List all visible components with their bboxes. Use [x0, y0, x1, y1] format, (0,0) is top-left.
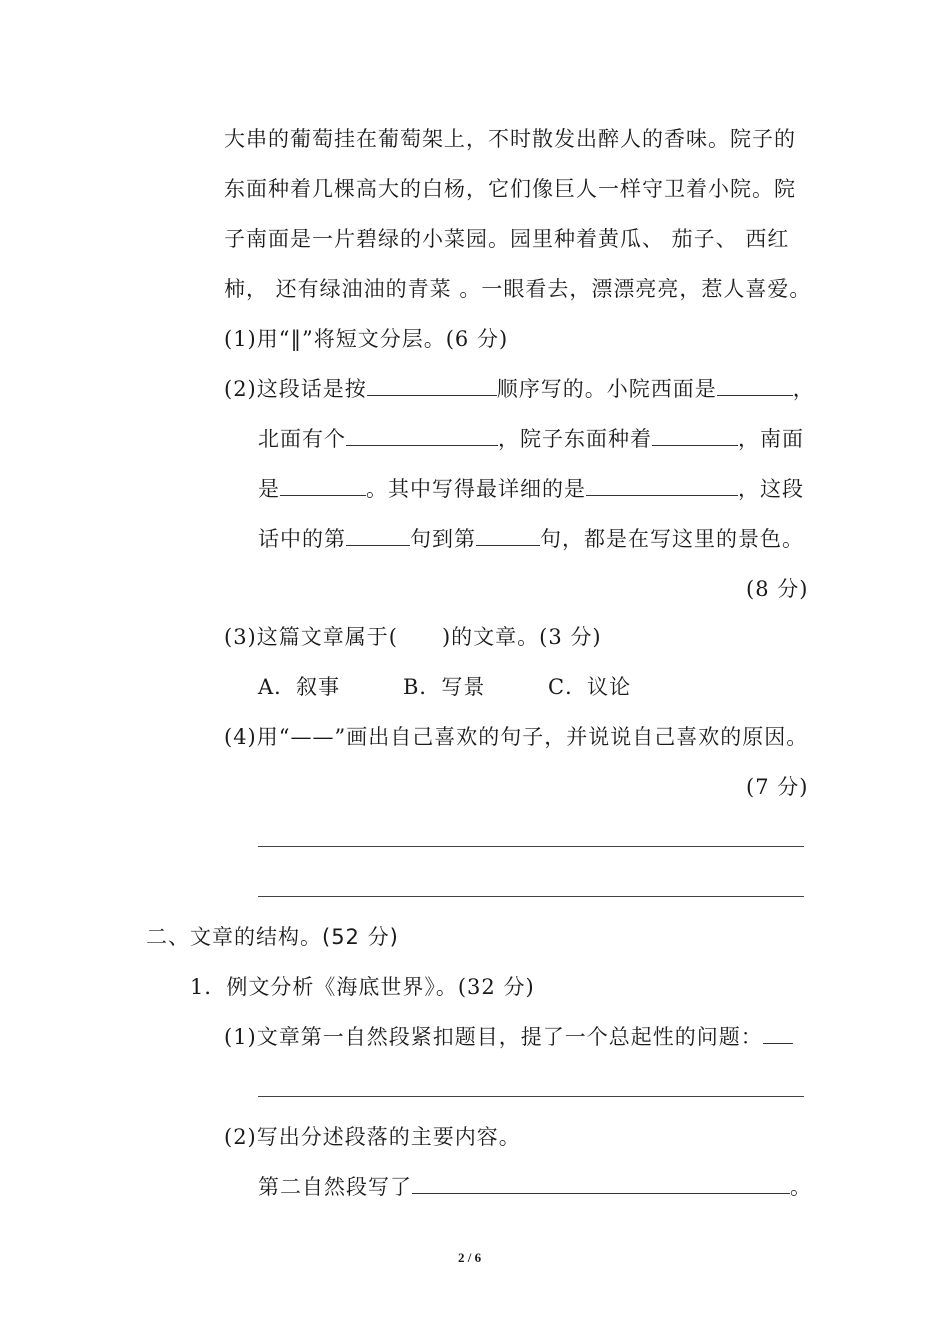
answer-blank-south[interactable] — [280, 475, 366, 496]
question-2-line-2 — [258, 424, 804, 454]
q2-text: (2)这段话是按 — [224, 377, 367, 401]
q2-text: 是 — [258, 477, 280, 501]
answer-line[interactable] — [258, 846, 804, 847]
q2-text: 顺序写的。小院西面是 — [496, 377, 717, 401]
question-2-score: (8 分) — [746, 577, 809, 601]
page-number: 2 / 6 — [458, 1250, 482, 1265]
question-3: (3)这篇文章属于( )的文章。(3 分) — [224, 625, 602, 649]
option-a[interactable]: A．叙事 — [258, 675, 341, 699]
q2-text: 。其中写得最详细的是 — [366, 477, 586, 501]
answer-blank-west[interactable] — [717, 375, 793, 396]
passage-line-4: 柿， 还有绿油油的青菜 。一眼看去，漂漂亮亮，惹人喜爱。 — [224, 277, 812, 301]
question-4: (4)用“——”画出自己喜欢的句子，并说说自己喜欢的原因。 — [224, 725, 809, 749]
answer-line[interactable] — [258, 1096, 804, 1097]
question-2-line-4 — [258, 524, 804, 554]
q2-text: ， — [792, 377, 815, 401]
question-3-options — [258, 672, 631, 702]
q2-text: ，南面 — [738, 427, 804, 451]
question-2-line-1 — [224, 374, 815, 404]
q2-text: 北面有个 — [258, 427, 346, 451]
answer-blank-north[interactable] — [346, 425, 498, 446]
q2-text: 句到第 — [410, 527, 476, 551]
answer-line[interactable] — [258, 896, 804, 897]
question-1: (1)用“‖”将短文分层。(6 分) — [224, 327, 509, 351]
answer-blank-order[interactable] — [367, 375, 497, 396]
question-4-score: (7 分) — [746, 775, 809, 799]
section-2-item-1: 1．例文分析《海底世界》。(32 分) — [190, 975, 535, 999]
answer-blank-from[interactable] — [346, 525, 410, 546]
q2-text: ，这段 — [738, 477, 804, 501]
section-2-heading: 二、文章的结构。(52 分) — [146, 925, 399, 949]
sub-1-text: (1)文章第一自然段紧扣题目，提了一个总起性的问题： — [224, 1025, 763, 1049]
section-2-sub-2: (2)写出分述段落的主要内容。 — [224, 1125, 521, 1149]
q2-text: 句，都是在写这里的景色。 — [540, 527, 804, 551]
answer-blank-detailed[interactable] — [586, 475, 738, 496]
question-2-line-3 — [258, 474, 804, 504]
para-2-end: 。 — [790, 1175, 812, 1199]
option-c[interactable]: C．议论 — [548, 675, 632, 699]
answer-blank-east[interactable] — [652, 425, 738, 446]
q2-text: ，院子东面种着 — [498, 427, 652, 451]
para-2-text: 第二自然段写了 — [258, 1175, 412, 1199]
answer-blank-para-2[interactable] — [412, 1173, 790, 1194]
passage-line-1: 大串的葡萄挂在葡萄架上，不时散发出醉人的香味。院子的 — [224, 127, 796, 151]
section-2-sub-1 — [224, 1022, 793, 1052]
passage-line-2: 东面种着几棵高大的白杨，它们像巨人一样守卫着小院。院 — [224, 177, 796, 201]
passage-line-3: 子南面是一片碧绿的小菜园。园里种着黄瓜、 茄子、 西红 — [224, 227, 790, 251]
q2-text: 话中的第 — [258, 527, 346, 551]
answer-blank-question[interactable] — [763, 1023, 793, 1044]
option-b[interactable]: B．写景 — [403, 675, 486, 699]
answer-blank-to[interactable] — [476, 525, 540, 546]
section-2-para-2 — [258, 1172, 812, 1202]
